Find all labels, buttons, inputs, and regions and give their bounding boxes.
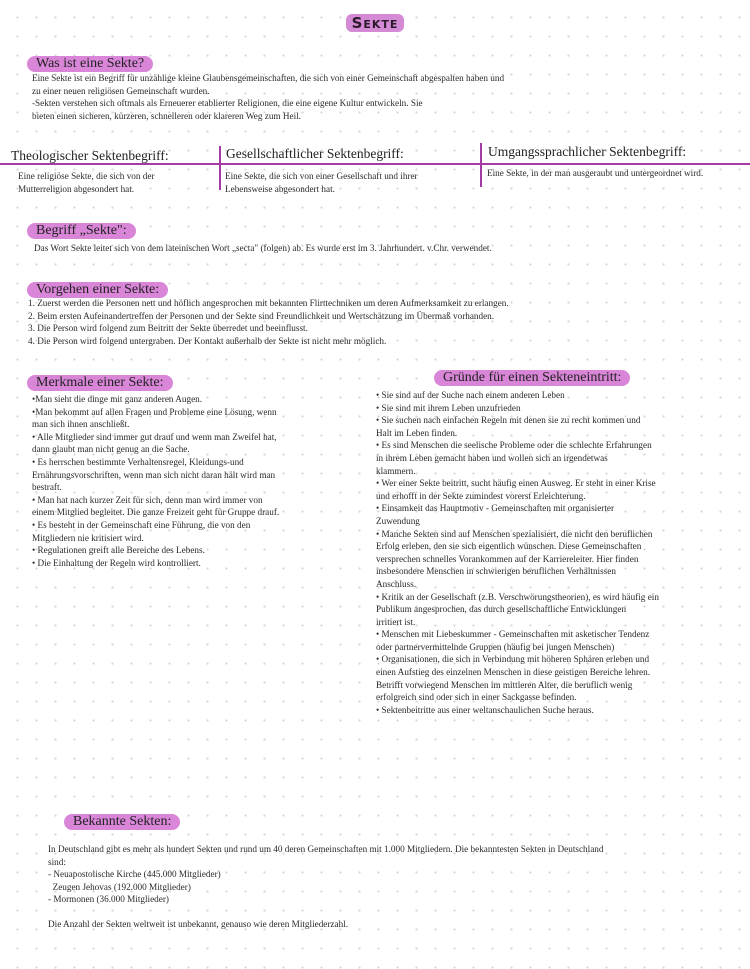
begriff-theologisch-heading: Theologischer Sektenbegriff: — [11, 148, 169, 163]
vorgehen-step: 4. Die Person wird folgend untergraben. Der Kontakt außerhalb der Sekte ist nicht mehr möglich. — [28, 335, 387, 346]
begriff-gesellschaftlich-heading: Gesellschaftlicher Sektenbegriff: — [226, 146, 404, 161]
heading-was-ist: Was ist eine Sekte? — [27, 56, 153, 72]
column-divider — [480, 143, 482, 187]
merkmale-list: •Man sieht die dinge mit ganz anderen Augen. •Man bekommt auf allen Fragen und Probleme eine Lösung, wenn man sich ihnen anschließt. • Alle Mitglieder sind immer gut drauf und wenn man Zweifel hat, dann glaubt man nicht genug an die Sache. • Es herrschen bestimmte Verhaltensregel, Kleidungs-und Ernährungsvorschriften, wenn man sich nicht daran hält wird man bestraft. • Man hat nach kurzer Zeit für sich, denn man wird immer von einem Mitglied begleitet. Die ganze Freizeit geht für Gruppe drauf. • Es besteht in der Gemeinschaft eine Führung, die von den Mitgliedern nie kritisiert wird. • Regulationen greift alle Bereiche des Lebens. • Die Einhaltung der Regeln wird kontrolliert. — [32, 394, 280, 568]
begriff-gesellschaftlich-text: Eine Sekte, die sich von einer Gesellschaft und ihrer Lebensweise abgesondert hat. — [225, 171, 418, 194]
was-ist-text — [32, 72, 732, 122]
heading-begriff: Begriff „Sekte": — [27, 223, 136, 239]
page-title: Sekte — [0, 14, 750, 32]
gruende-list: • Sie sind auf der Suche nach einem anderen Leben • Sie sind mit ihrem Leben unzufrieden • Sie suchen nach einfachen Regeln mit denen sie zu recht kommen und Halt im Leben finden. • Es sind Menschen die seelische Probleme oder die schlechte Erfahrungen in ihrem Leben gemacht haben und wollen sich an irgendetwas klammern. • Wer einer Sekte beitritt, sucht häufig einen Ausweg. Er steht in einer Krise und erhofft in der Sekte zumindest vorerst Erleichterung. • Einsamkeit das Hauptmotiv - Gemeinschaften mit organisierter Zuwendung • Manche Sekten sind auf Menschen spezialisiert, die nicht den beruflichen Erfolg erleben, den sie sich eigentlich wünschen. Diese Gemeinschaften versprechen schnelles Vorankommen auf der Karriereleiter. Hier finden insbesondere Menschen in schwierigen beruflichen Verhältnissen Anschluss. • Kritik an der Gesellschaft (z.B. Verschwörungstheorien), es wird häufig ein Publikum angesprochen, das durch gesellschaftliche Entwicklungen irritiert ist. • Menschen mit Liebeskummer - Gemeinschaften mit asketischer Tendenz oder partnervermittelnde Gruppen (häufig bei jungen Menschen) • Organisationen, die sich in Verbindung mit höheren Sphären erleben und einen Aufstieg des einzelnen Menschen in diese geistigen Bereiche lehren. Betrifft vorwiegend Menschen im mittleren Alter, die beruflich wenig erfolgreich sind oder sich in einer Sackgasse befinden. • Sektenbeitritte aus einer weltanschaulichen Suche heraus. — [376, 390, 659, 715]
heading-vorgehen: Vorgehen einer Sekte: — [27, 282, 168, 298]
bekannte-text: In Deutschland gibt es mehr als hundert Sekten und rund um 40 deren Gemeinschaften mit 1.000 Mitgliedern. Die bekanntesten Sekten in Deutschland sind: - Neuapostolische Kirche (445.000 Mitglieder) Zeugen Jehovas (192.000 Mitglieder) - Mormonen (36.000 Mitglieder) Die Anzahl der Sekten weltweit ist unbekannt, genauso wie deren Mitgliederzahl. — [48, 844, 604, 929]
vorgehen-step: 2. Beim ersten Aufeinandertreffen der Personen und der Sekte sind Freundlichkeit und Wertschätzung im Übermaß vorhanden. — [28, 310, 495, 321]
was-ist-line: bieten einen sicheren, kürzeren, schnelleren oder klareren Weg zum Heil. — [32, 110, 301, 121]
vorgehen-list — [28, 297, 738, 347]
begriff-text: Das Wort Sekte leitet sich von dem lateinischen Wort „secta" (folgen) ab. Es wurde erst im 3. Jahrhundert. v.Chr. verwendet. — [34, 243, 492, 253]
vorgehen-step: 3. Die Person wird folgend zum Beitritt der Sekte überredet und beeinflusst. — [28, 323, 308, 334]
vorgehen-step: 1. Zuerst werden die Personen nett und höflich angesprochen mit bekannten Flirttechniken um deren Aufmerksamkeit zu erlangen. — [28, 298, 509, 308]
begriff-umgangssprachlich-text: Eine Sekte, in der man ausgeraubt und untergeordnet wird. — [487, 168, 704, 178]
begriff-umgangssprachlich-heading: Umgangssprachlicher Sektenbegriff: — [488, 144, 687, 159]
heading-gruende: Gründe für einen Sekteneintritt: — [434, 370, 630, 386]
begriff-theologisch-text: Eine religiöse Sekte, die sich von der Mutterreligion abgesondert hat. — [18, 171, 155, 194]
heading-merkmale: Merkmale einer Sekte: — [27, 375, 173, 391]
was-ist-line: -Sekten verstehen sich oftmals als Erneuerer etablierter Religionen, die eine eigene Kultur entwickeln. Sie — [32, 98, 423, 109]
was-ist-line: Eine Sekte ist ein Begriff für unzählige kleine Glaubensgemeinschaften, die sich von einer Gemeinschaft abgespalten haben und — [32, 73, 505, 83]
was-ist-line: zu einer neuen religiösen Gemeinschaft wurden. — [32, 85, 210, 96]
heading-bekannte: Bekannte Sekten: — [64, 814, 180, 830]
begriffe-divider — [0, 163, 750, 165]
column-divider — [219, 146, 221, 190]
